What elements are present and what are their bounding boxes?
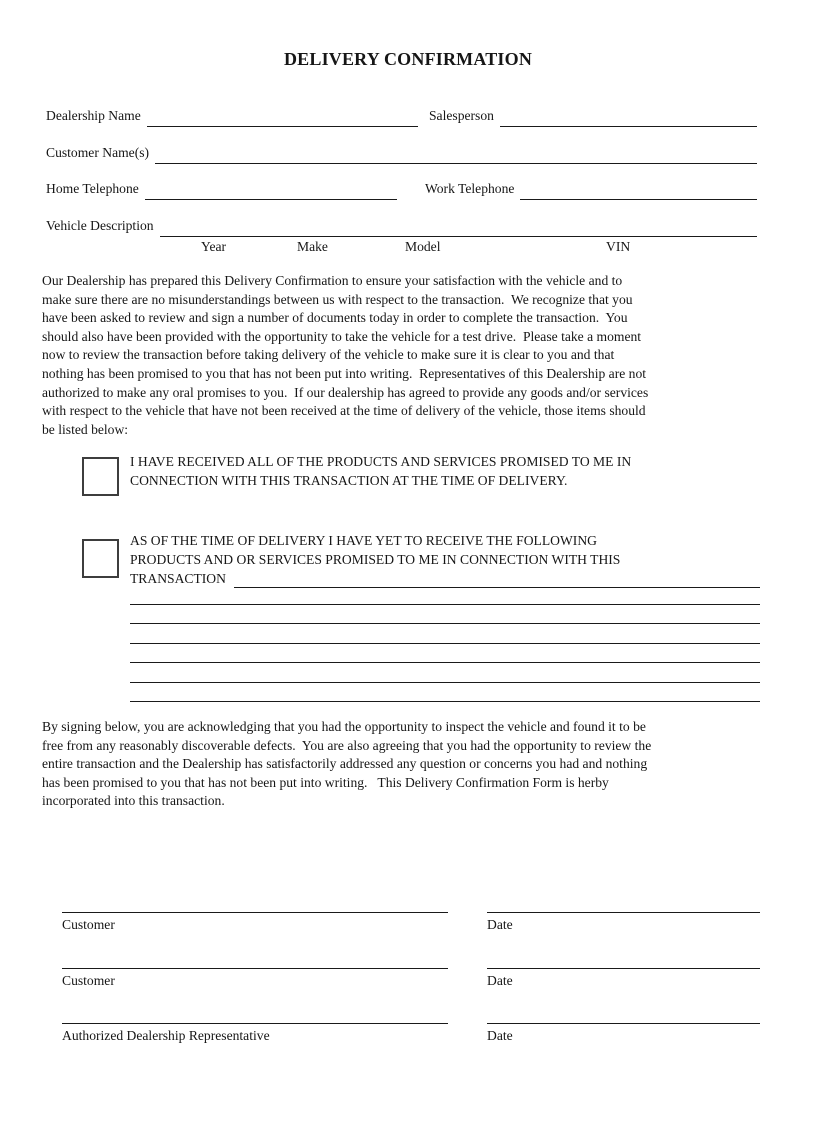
telephones-row (46, 180, 757, 197)
write-in-line-1[interactable] (130, 585, 760, 605)
vehicle-description-row (46, 217, 757, 234)
work-telephone-label: Work Telephone (425, 181, 515, 196)
customer-names-label: Customer Name(s) (46, 145, 150, 160)
text-line: has been promised to you that has not been put into writing. This Delivery Confirmation Form is herby (42, 774, 609, 790)
representative-signature-line[interactable] (62, 1023, 448, 1024)
dealership-name-label: Dealership Name (46, 108, 141, 123)
text-line: Our Dealership has prepared this Delivery Confirmation to ensure your satisfaction with the vehicle and to (42, 273, 623, 288)
customer-2-date-line[interactable] (487, 968, 760, 969)
transaction-label: TRANSACTION (130, 571, 226, 586)
home-telephone-input-line[interactable] (145, 198, 397, 200)
salesperson-label: Salesperson (429, 108, 494, 123)
salesperson-field (429, 108, 757, 124)
representative-signature-label: Authorized Dealership Representative (62, 1028, 270, 1043)
signature-gap (448, 968, 487, 989)
write-in-line-3[interactable] (130, 624, 760, 644)
text-line: now to review the transaction before taking delivery of the vehicle to make sure it is clear to you and that (42, 347, 615, 363)
text-line: should also have been provided with the opportunity to take the vehicle for a test drive. Please take a moment (42, 328, 642, 344)
items-write-in-area (130, 585, 760, 702)
customer-1-signature-line[interactable] (62, 912, 448, 913)
dealership-name-input-line[interactable] (147, 125, 418, 127)
text-line: with respect to the vehicle that have not been received at the time of delivery of the vehicle, those items should (42, 403, 646, 419)
text-line: incorporated into this transaction. (42, 793, 225, 809)
text-line: CONNECTION WITH THIS TRANSACTION AT THE TIME OF DELIVERY. (130, 473, 568, 488)
customer-1-signature-label: Customer (62, 917, 115, 932)
customer-2-date-block (487, 968, 760, 989)
customer-1-date-line[interactable] (487, 912, 760, 913)
customer-2-signature-line[interactable] (62, 968, 448, 969)
representative-signature-block (62, 1023, 448, 1044)
yet-to-receive-checkbox[interactable] (82, 539, 119, 578)
text-line: have been asked to review and sign a number of documents today in order to complete the transaction. You (42, 310, 628, 326)
vehicle-description-field (46, 218, 757, 234)
form-title: DELIVERY CONFIRMATION (283, 49, 533, 69)
dealership-name-field (46, 108, 418, 124)
text-line: entire transaction and the Dealership has satisfactorily addressed any question or concerns you had and nothing (42, 756, 648, 772)
text-line: be listed below: (42, 421, 129, 437)
vehicle-year-column-label: Year (201, 239, 227, 254)
text-line: nothing has been promised to you that has not been put into writing. Representatives of this Dealership are not (42, 365, 647, 381)
text-line: free from any reasonably discoverable defects. You are also agreeing that you had the opportunity to review the (42, 737, 652, 753)
vehicle-description-input-line[interactable] (160, 235, 757, 237)
home-telephone-field (46, 181, 397, 197)
text-line: I HAVE RECEIVED ALL OF THE PRODUCTS AND SERVICES PROMISED TO ME IN (130, 454, 632, 469)
closing-paragraph (42, 718, 651, 811)
customer-names-row (46, 144, 757, 161)
text-line: PRODUCTS AND OR SERVICES PROMISED TO ME IN CONNECTION WITH THIS (130, 552, 621, 567)
write-in-line-6[interactable] (130, 683, 760, 703)
work-telephone-field (425, 181, 757, 197)
representative-date-label: Date (487, 1028, 513, 1043)
vehicle-vin-column-label: VIN (606, 239, 631, 254)
intro-paragraph (42, 272, 648, 439)
yet-to-receive-statement (130, 531, 760, 588)
signature-gap (448, 912, 487, 933)
dealership-salesperson-row (46, 107, 757, 124)
text-line: make sure there are no misunderstandings between us with respect to the transaction. We recognize that you (42, 291, 633, 307)
work-telephone-input-line[interactable] (520, 198, 757, 200)
vehicle-make-column-label: Make (297, 239, 328, 254)
vehicle-model-column-label: Model (405, 239, 441, 254)
write-in-line-5[interactable] (130, 663, 760, 683)
customer-1-date-block (487, 912, 760, 933)
signature-row-customer-2 (62, 968, 760, 989)
write-in-line-2[interactable] (130, 605, 760, 625)
text-line: AS OF THE TIME OF DELIVERY I HAVE YET TO RECEIVE THE FOLLOWING (130, 533, 597, 548)
customer-1-date-label: Date (487, 917, 513, 932)
text-line: authorized to make any oral promises to you. If our dealership has agreed to provide any goods and/or services (42, 384, 649, 400)
write-in-line-4[interactable] (130, 644, 760, 664)
received-all-products-checkbox[interactable] (82, 457, 119, 496)
signature-row-customer-1 (62, 912, 760, 933)
text-line: By signing below, you are acknowledging that you had the opportunity to inspect the vehicle and found it to be (42, 719, 646, 734)
representative-date-block (487, 1023, 760, 1044)
customer-names-field (46, 145, 757, 161)
customer-2-signature-label: Customer (62, 973, 115, 988)
customer-names-input-line[interactable] (155, 162, 757, 164)
customer-2-signature-block (62, 968, 448, 989)
vehicle-description-label: Vehicle Description (46, 218, 154, 233)
customer-1-signature-block (62, 912, 448, 933)
signature-gap (448, 1023, 487, 1044)
home-telephone-label: Home Telephone (46, 181, 139, 196)
salesperson-input-line[interactable] (500, 125, 757, 127)
received-all-products-statement (130, 452, 631, 490)
representative-date-line[interactable] (487, 1023, 760, 1024)
customer-2-date-label: Date (487, 973, 513, 988)
signature-row-dealership-representative (62, 1023, 760, 1044)
